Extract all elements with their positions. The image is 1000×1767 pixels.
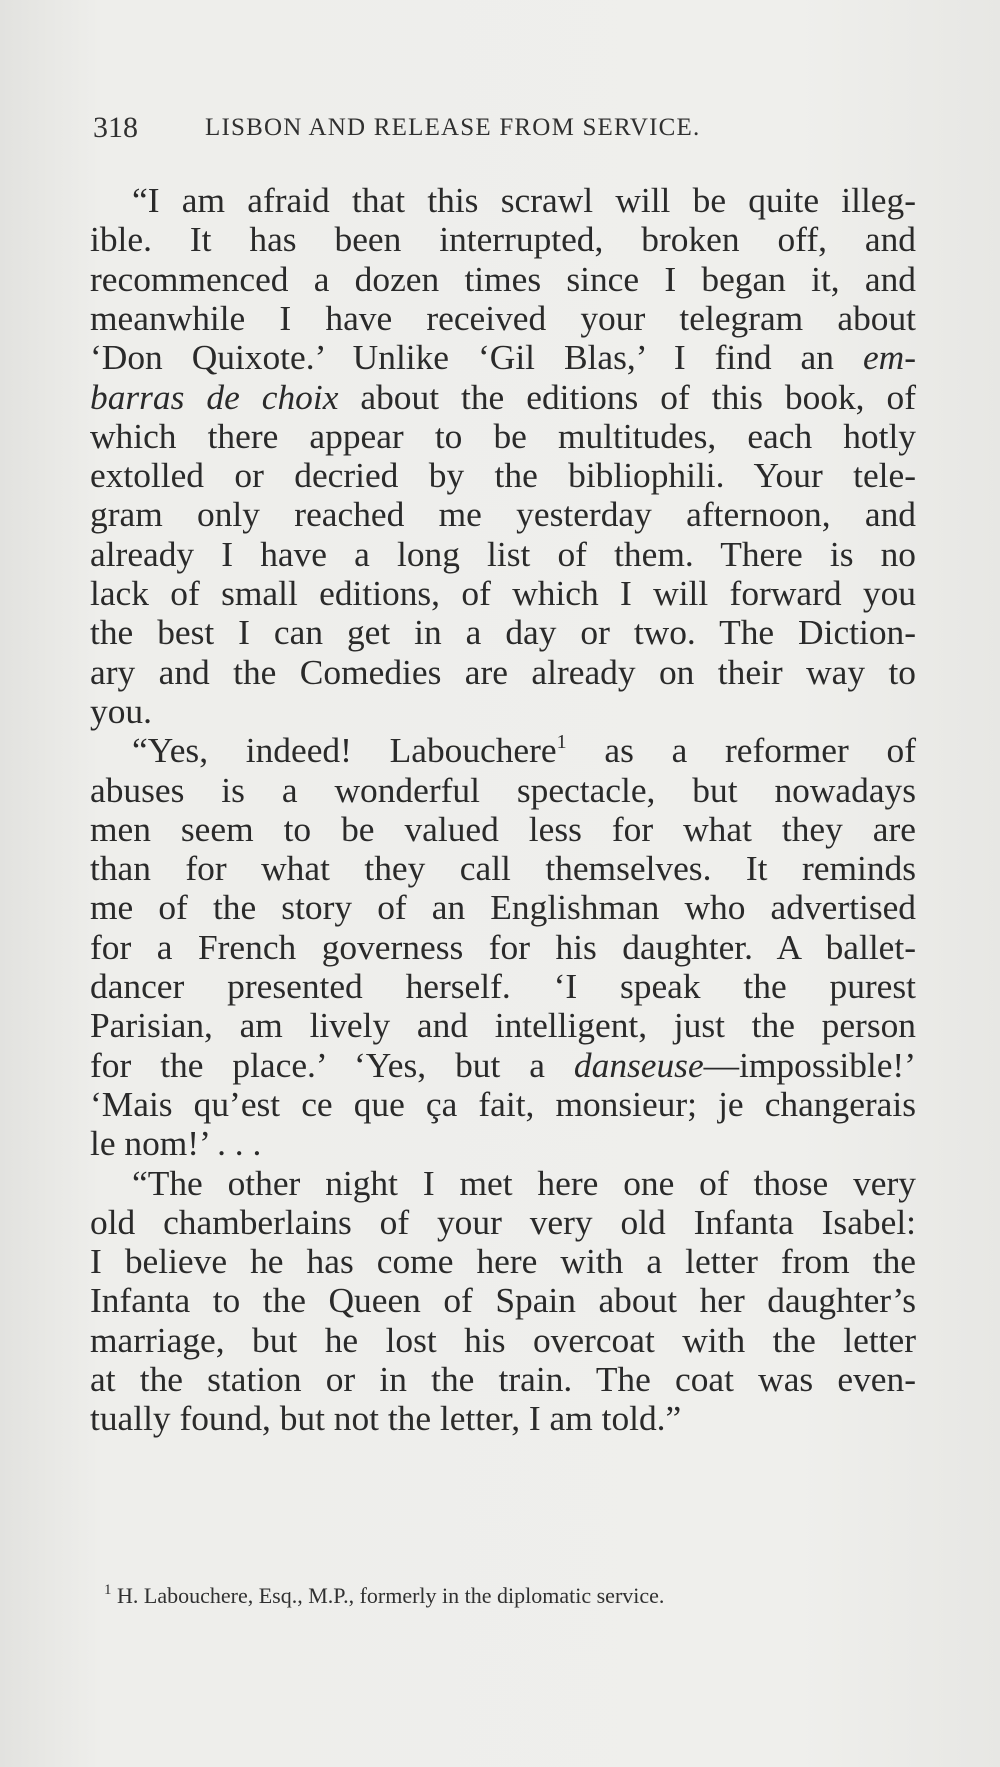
footnote-text: H. Labouchere, Esq., M.P., formerly in the diplomatic service. xyxy=(117,1583,665,1608)
text-segment: already I have a long list of them. There is no xyxy=(90,533,916,574)
text-line xyxy=(90,296,916,340)
text-line xyxy=(90,375,916,419)
text-line xyxy=(132,1161,916,1205)
text-segment: me of the story of an Englishman who advertised xyxy=(90,887,916,928)
text-segment: dancer presented herself. ‘I speak the purest xyxy=(90,966,916,1006)
text-segment: ible. It has been interrupted, broken off, and xyxy=(90,219,916,260)
text-line xyxy=(90,768,916,812)
text-segment: which there appear to be multitudes, each hotly xyxy=(90,415,916,456)
text-line xyxy=(90,1396,916,1440)
text-line xyxy=(132,178,916,222)
text-line xyxy=(90,453,916,497)
text-line xyxy=(90,650,916,694)
text-line xyxy=(90,610,916,654)
text-segment: “The other night I met here one of those very xyxy=(132,1162,916,1203)
text-segment: tually found, but not the letter, I am told.” xyxy=(90,1398,682,1439)
text-segment: gram only reached me yesterday afternoon, and xyxy=(90,494,916,535)
text-line xyxy=(90,217,916,261)
text-segment: at the station or in the train. The coat was even- xyxy=(90,1359,916,1399)
text-segment: you. xyxy=(90,690,152,731)
text-line xyxy=(90,807,916,851)
italic-text: danseuse xyxy=(573,1044,704,1085)
page-number: 318 xyxy=(93,111,138,144)
page-header xyxy=(93,108,913,148)
italic-text: barras de choix xyxy=(90,376,339,417)
text-segment: men seem to be valued less for what they are xyxy=(90,808,916,849)
text-line xyxy=(90,1357,916,1401)
text-line xyxy=(90,964,916,1008)
text-segment: I believe he has come here with a letter from the xyxy=(90,1241,916,1282)
text-segment: recommenced a dozen times since I began it, and xyxy=(90,258,916,299)
text-line xyxy=(90,571,916,615)
text-segment: extolled or decried by the bibliophili. Your tele- xyxy=(90,455,916,496)
footnote-marker: 1 xyxy=(104,1582,112,1598)
text-line xyxy=(90,492,916,536)
text-segment: Infanta to the Queen of Spain about her daughter’s xyxy=(90,1280,916,1321)
text-line xyxy=(90,257,916,301)
footnote-reference: 1 xyxy=(556,731,567,754)
text-line xyxy=(90,925,916,969)
text-segment: for a French governess for his daughter. A ballet- xyxy=(90,926,916,967)
text-segment: for the place.’ ‘Yes, but a xyxy=(90,1044,574,1085)
text-segment: the best I can get in a day or two. The Diction- xyxy=(90,612,916,653)
text-segment: “Yes, indeed! Labouchere xyxy=(132,730,557,771)
text-line xyxy=(90,335,916,379)
text-line xyxy=(90,414,916,458)
text-line xyxy=(90,1200,916,1244)
text-segment: abuses is a wonderful spectacle, but nowadays xyxy=(90,769,916,810)
text-line xyxy=(90,1003,916,1047)
text-segment: ‘Mais qu’est ce que ça fait, monsieur; je changerais xyxy=(90,1083,916,1124)
text-segment: marriage, but he lost his overcoat with the letter xyxy=(90,1319,916,1360)
footnote xyxy=(104,1579,884,1613)
text-line xyxy=(90,1043,916,1087)
text-segment: as a reformer of xyxy=(566,730,916,771)
text-line xyxy=(90,1121,916,1165)
text-line xyxy=(90,1239,916,1283)
text-segment: ‘Don Quixote.’ Unlike ‘Gil Blas,’ I find an xyxy=(90,337,863,378)
text-segment: le nom!’ . . . xyxy=(90,1123,262,1164)
text-segment: ary and the Comedies are already on their way to xyxy=(90,651,916,692)
text-segment: old chamberlains of your very old Infanta Isabel: xyxy=(90,1201,916,1242)
text-segment: “I am afraid that this scrawl will be quite illeg- xyxy=(132,180,916,220)
text-line xyxy=(90,1278,916,1322)
text-line xyxy=(90,689,916,733)
text-segment: lack of small editions, of which I will forward you xyxy=(90,573,916,613)
text-line xyxy=(90,1318,916,1362)
text-segment: —impossible!’ xyxy=(703,1044,916,1085)
text-line xyxy=(90,885,916,929)
running-head: LISBON AND RELEASE FROM SERVICE. xyxy=(205,114,701,141)
text-segment: Parisian, am lively and intelligent, just the person xyxy=(90,1005,916,1046)
italic-text: em- xyxy=(862,337,916,378)
text-line xyxy=(90,846,916,890)
text-segment: meanwhile I have received your telegram about xyxy=(90,297,916,338)
text-line xyxy=(90,532,916,576)
text-line xyxy=(132,728,916,772)
text-segment: about the editions of this book, of xyxy=(338,376,916,417)
text-line xyxy=(90,1082,916,1126)
text-segment: than for what they call themselves. It reminds xyxy=(90,848,916,889)
